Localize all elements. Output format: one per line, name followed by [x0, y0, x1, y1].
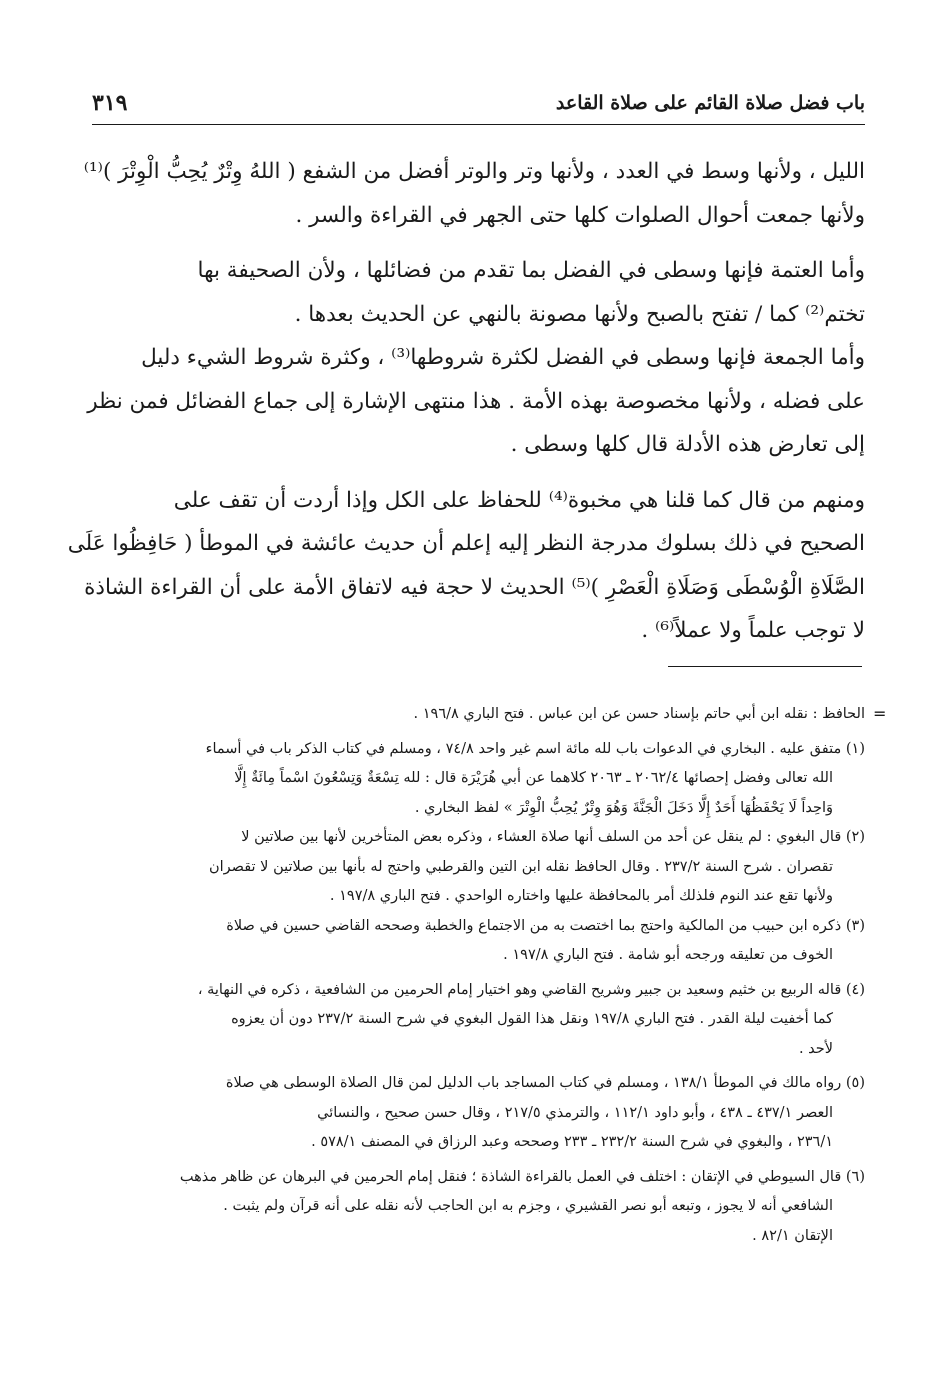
- body-line: الصحيح في ذلك بسلوك مدرجة النظر إليه إعلم أن حديث عائشة في الموطأ ( حَافِظُوا عَلَى: [67, 531, 865, 556]
- footnotes: [92, 700, 865, 1251]
- body-line: وأما العتمة فإنها وسطى في الفضل بما تقدم من فضائلها ، ولأن الصحيفة بها: [197, 258, 865, 283]
- body-line: لا توجب علماً ولا عملاً⁽⁶⁾ .: [641, 618, 865, 643]
- footnote-line: ٢٣٦/١ ، والبغوي في شرح السنة ٢٣٢/٢ ـ ٢٣٣ وصححه وعبد الرزاق في المصنف ٥٧٨/١ .: [311, 1134, 833, 1150]
- body-line: إلى تعارض هذه الأدلة قال كلها وسطى .: [510, 432, 865, 457]
- footnote-line: العصر ٤٣٧/١ ـ ٤٣٨ ، وأبو داود ١١٢/١ ، والترمذي ٢١٧/٥ ، وقال حسن صحيح ، والنسائي: [317, 1104, 833, 1121]
- footnote-line: تقصران . شرح السنة ٢٣٧/٢ . وقال الحافظ نقله ابن التين والقرطبي واحتج له بأنها بين صلاتين لا تقصران: [208, 858, 833, 875]
- footnote-continuation-marker: =: [873, 704, 887, 723]
- footnote-separator: [668, 666, 862, 667]
- footnote-line: لأحد .: [798, 1040, 833, 1057]
- footnote-line: (١) متفق عليه . البخاري في الدعوات باب لله مائة اسم غير واحد ٧٤/٨ ، ومسلم في كتاب الذكر باب في أسماء: [205, 740, 865, 757]
- footnote-line: (٤) قاله الربيع بن خثيم وسعيد بن جبير وشريح القاضي وهو اختيار إمام الحرمين من الشافعية ، ذكره في النهاية ،: [197, 981, 865, 998]
- footnote-line: وَاحِداً لَا يَحْفَظُهَا أَحَدٌ إِلَّا دَخَلَ الْجَنَّةَ وَهُوَ وِتْرٌ يُحِبُّ الْوِتْرَ » لفظ البخاري .: [414, 799, 833, 816]
- body-line: ولأنها جمعت أحوال الصلوات كلها حتى الجهر في القراءة والسر .: [295, 202, 865, 228]
- body-line: على فضله ، ولأنها مخصوصة بهذه الأمة . هذا منتهى الإشارة إلى جماع الفضائل فمن نظر: [87, 388, 865, 414]
- footnote-line: (٦) قال السيوطي في الإتقان : اختلف في العمل بالقراءة الشاذة ؛ فنقل إمام الحرمين في البرهان عن ظاهر مذهب: [179, 1168, 865, 1185]
- footnote-line: الشافعي أنه لا يجوز ، وتبعه أبو نصر القشيري ، وجزم به ابن الحاجب لأنه نقله على أنه قرآن ولم يثبت .: [223, 1198, 833, 1214]
- main-text: [67, 150, 865, 653]
- footnote-line: (٢) قال البغوي : لم ينقل عن أحد من السلف أنها صلاة العشاء ، وذكره بعض المتأخرين لأنها بين صلاتين لا: [241, 829, 865, 845]
- footnote-line: الخوف من تعليقه ورجحه أبو شامة . فتح الباري ١٩٧/٨ .: [503, 947, 833, 963]
- body-line: تختم⁽²⁾ كما / تفتح بالصبح ولأنها مصونة بالنهي عن الحديث بعدها .: [294, 301, 865, 327]
- footnote-line: ولأنها تقع عند النوم فلذلك أمر بالمحافظة عليها واختاره الواحدي . فتح الباري ١٩٧/٨ .: [329, 888, 833, 904]
- page-header: [92, 84, 865, 125]
- body-line: ومنهم من قال كما قلنا هي مخبوة⁽⁴⁾ للحفاظ على الكل وإذا أردت أن تقف على: [173, 487, 865, 513]
- body-line: الصَّلَاةِ الْوُسْطَى وَصَلَاةِ الْعَصْرِ )⁽⁵⁾ الحديث لا حجة فيه لاتفاق الأمة على أن القراءة الشاذة: [84, 574, 865, 600]
- footnote-line: الإتقان ٨٢/١ .: [752, 1227, 833, 1244]
- body-line: الليل ، ولأنها وسط في العدد ، ولأنها وتر والوتر أفضل من الشفع ( اللهُ وِتْرٌ يُحِبُّ الْوِتْرَ )⁽¹⁾: [83, 159, 865, 184]
- footnote-line: (٣) ذكره ابن حبيب من المالكية واحتج بما اختصت به من الاجتماع والخطبة وصححه القاضي حسين في صلاة: [226, 917, 865, 934]
- footnote-line: (٥) رواه مالك في الموطأ ١٣٨/١ ، ومسلم في كتاب المساجد باب الدليل لمن قال الصلاة الوسطى هي صلاة: [225, 1075, 865, 1091]
- footnote-line: الله تعالى وفضل إحصائها ٢٠٦٢/٤ ـ ٢٠٦٣ كلاهما عن أبي هُرَيْرَة قال : لله تِسْعَةٌ وَتِسْعُونَ اسْماً مِائَةٌ إِلَّا: [234, 770, 833, 786]
- page-number: ٣١٩: [92, 90, 128, 116]
- footnote-line: الحافظ : نقله ابن أبي حاتم بإسناد حسن عن ابن عباس . فتح الباري ١٩٦/٨ .: [413, 706, 865, 722]
- body-line: وأما الجمعة فإنها وسطى في الفضل لكثرة شروطها⁽³⁾ ، وكثرة شروط الشيء دليل: [141, 345, 865, 370]
- running-title: باب فضل صلاة القائم على صلاة القاعد: [555, 92, 865, 114]
- footnote-line: كما أخفيت ليلة القدر . فتح الباري ١٩٧/٨ ونقل هذا القول البغوي في شرح السنة ٢٣٧/٢ دون أن يعزوه: [231, 1011, 833, 1027]
